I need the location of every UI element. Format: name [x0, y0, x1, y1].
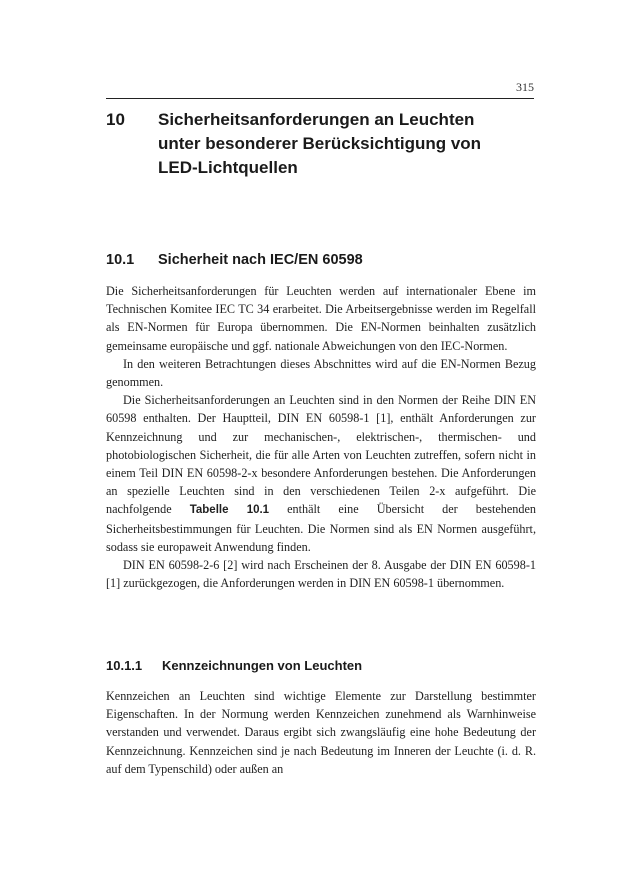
- subsection-number: 10.1.1: [106, 658, 143, 673]
- chapter-title-line: LED-Lichtquellen: [158, 158, 298, 177]
- paragraph: Kennzeichen an Leuchten sind wichtige Elemente zur Darstellung bestimmter Eigenschaften. In der Normung werden Kennzeichen zunehmend als Warnhinweise verstanden und verwendet. Daraus ergibt sich zwangsläufig eine hohe Bedeutung der Kennzeichnung. Kennzeichen sind je nach Bedeutung im Inneren der Leuchte (i. d. R. auf dem Typenschild) oder außen an: [106, 689, 536, 776]
- paragraph-text: enthält eine Übersicht der bestehenden Sicherheitsbestimmungen für Leuchten. Die Normen sind als EN Normen ausgeführt, sodass sie europaweit Anwendung finden.: [106, 502, 536, 554]
- section-title: Sicherheit nach IEC/EN 60598: [158, 252, 363, 268]
- paragraph: Die Sicherheitsanforderungen für Leuchten werden auf internationaler Ebene im Technischen Komitee IEC TC 34 erarbeitet. Die Arbeitsergebnisse werden im Regelfall als EN-Normen für Europa übernommen. Die EN-Normen beinhalten zusätzlich gemeinsame europäische und ggf. nationale Abweichungen von den IEC-Normen.: [106, 284, 536, 353]
- paragraph: In den weiteren Betrachtungen dieses Abschnittes wird auf die EN-Normen Bezug genommen.: [106, 356, 536, 390]
- table-reference-link: Tabelle 10.1: [189, 504, 270, 517]
- paragraph: DIN EN 60598-2-6 [2] wird nach Erscheinen der 8. Ausgabe der DIN EN 60598-1 [1] zurückgezogen, die Anforderungen werden in DIN EN 60598-1 übernommen.: [106, 558, 536, 591]
- header-rule: [106, 98, 534, 99]
- subsection-body: [106, 687, 536, 778]
- chapter-title: [158, 108, 536, 180]
- chapter-heading: [106, 108, 536, 180]
- subsection-title: Kennzeichnungen von Leuchten: [162, 658, 363, 673]
- section-number: 10.1: [106, 252, 135, 268]
- paragraph-text: Die Sicherheitsanforderungen an Leuchten sind in den Normen der Reihe DIN EN 60598 enthalten. Der Hauptteil, DIN EN 60598-1 [1], enthält Anforderungen zur Kennzeichnung und zur mechanischen-, elektrischen-, thermischen- und photobiologischen Sicherheit, die für alle Arten von Leuchten zutreffen, sofern nicht in einem Teil DIN EN 60598-2-x besondere Anforderungen bestehen. Die Anforderungen an spezielle Leuchten sind in den verschiedenen Teilen 2-x aufgeführt. Die nachfolgende: [106, 393, 536, 517]
- subsection-heading: [106, 657, 536, 675]
- chapter-number: 10: [106, 110, 125, 129]
- chapter-title-line: Sicherheitsanforderungen an Leuchten: [158, 110, 475, 129]
- chapter-title-line: unter besonderer Berücksichtigung von: [158, 134, 482, 153]
- paragraph: [106, 391, 536, 556]
- section-body: [106, 282, 536, 592]
- section-heading: [106, 250, 536, 270]
- page-number: 315: [516, 80, 534, 94]
